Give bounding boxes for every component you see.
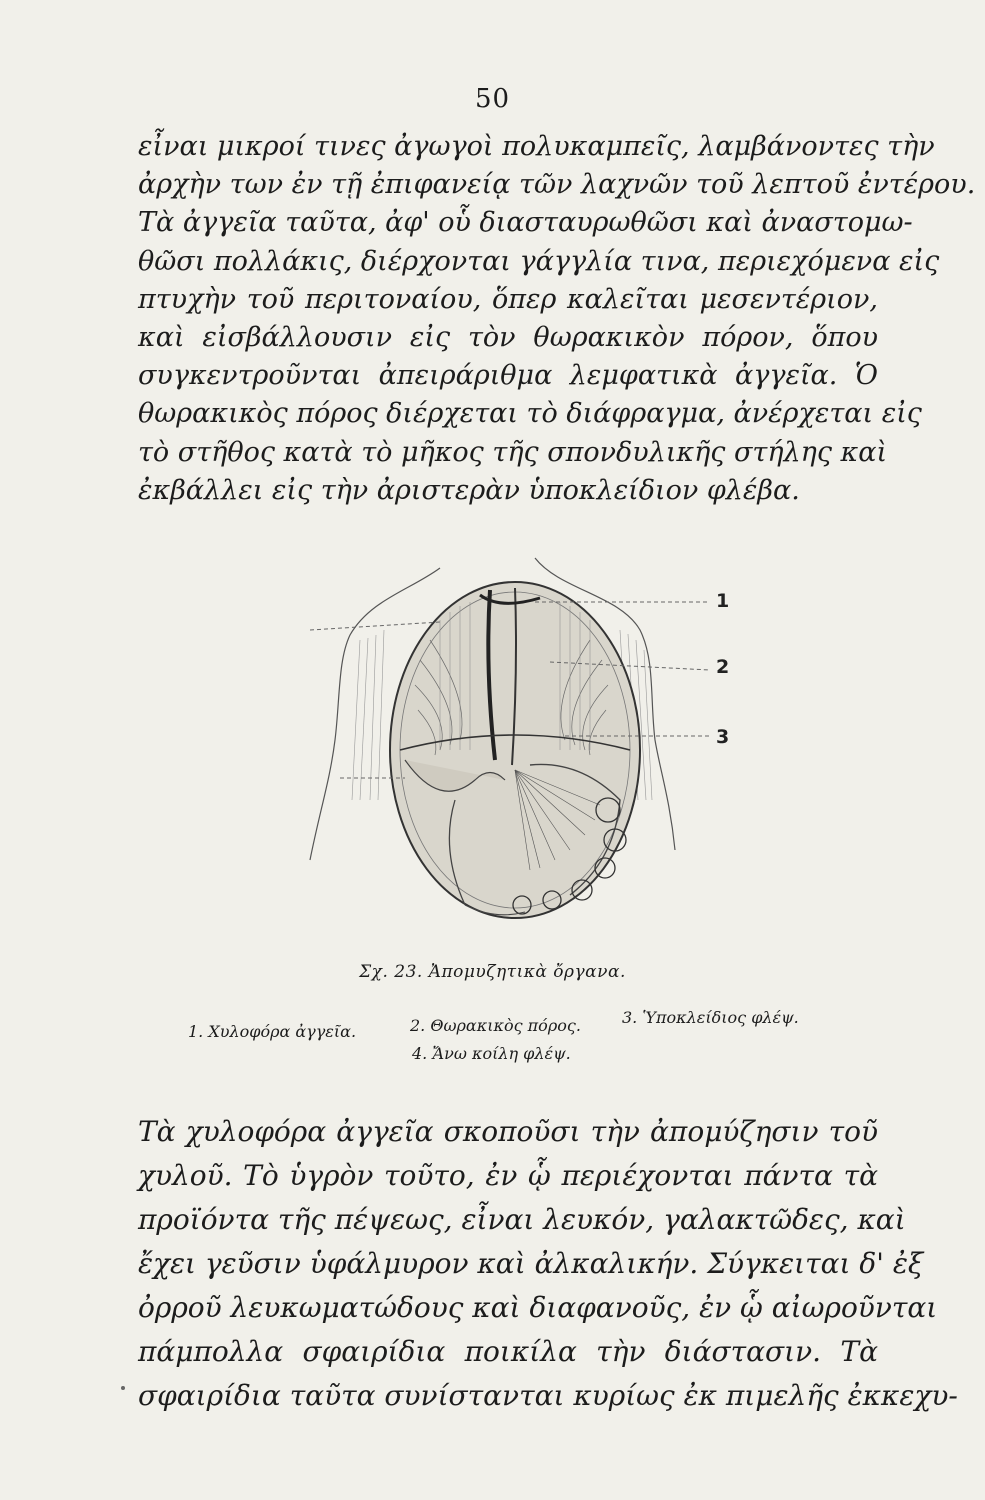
- text-line: ἀρχὴν των ἐν τῇ ἐπιφανείᾳ τῶν λαχνῶν τοῦ λεπτοῦ ἐντέρου.: [138, 169, 976, 201]
- text-line: ὀρροῦ λευκωματώδους καὶ διαφανοῦς, ἐν ᾧ αἰωροῦνται: [138, 1291, 938, 1324]
- text-line: πτυχὴν τοῦ περιτοναίου, ὅπερ καλεῖται μεσεντέριον,: [138, 283, 878, 315]
- text-line: συγκεντροῦνται ἀπειράριθμα λεμφατικὰ ἀγγεῖα. Ὁ: [138, 360, 878, 392]
- text-line: εἶναι μικροί τινες ἀγωγοὶ πολυκαμπεῖς, λαμβάνοντες τὴν: [138, 131, 935, 162]
- figure-caption: Σχ. 23. Ἀπομυζητικὰ ὄργανα.: [359, 962, 626, 982]
- text-line: τὸ στῆθος κατὰ τὸ μῆκος τῆς σπονδυλικῆς στήλης καὶ: [138, 436, 888, 468]
- text-line: θῶσι πολλάκις, διέρχονται γάγγλία τινα, περιεχόμενα εἰς: [138, 245, 940, 277]
- text-line: καὶ εἰσβάλλουσιν εἰς τὸν θωρακικὸν πόρον, ὅπου: [138, 322, 878, 354]
- callout-1: 1: [716, 590, 730, 612]
- text-line: ἐκβάλλει εἰς τὴν ἀριστερὰν ὑποκλείδιον φλέβα.: [138, 474, 800, 506]
- text-line: χυλοῦ. Τὸ ὑγρὸν τοῦτο, ἐν ᾧ περιέχονται πάντα τὰ: [138, 1159, 878, 1192]
- top-paragraph: [138, 128, 976, 510]
- text-line: σφαιρίδια ταῦτα συνίστανται κυρίως ἐκ πιμελῆς ἐκκεχυ-: [138, 1379, 958, 1412]
- text-line: πάμπολλα σφαιρίδια ποικίλα τὴν διάστασιν. Τὰ: [138, 1335, 878, 1368]
- text-line: θωρακικὸς πόρος διέρχεται τὸ διάφραγμα, ἀνέρχεται εἰς: [138, 398, 922, 430]
- text-line: προϊόντα τῆς πέψεως, εἶναι λευκόν, γαλακτῶδες, καὶ: [138, 1203, 906, 1236]
- legend-item-2: 2. Θωρακικὸς πόρος.: [410, 1016, 581, 1035]
- bottom-paragraph: [138, 1110, 958, 1418]
- callout-3: 3: [716, 726, 730, 748]
- legend-item-1: 1. Χυλοφόρα ἀγγεῖα.: [188, 1022, 357, 1041]
- text-line: ἔχει γεῦσιν ὑφάλμυρον καὶ ἀλκαλικήν. Σύγκειται δ' ἐξ: [138, 1247, 924, 1280]
- page-number: 50: [474, 84, 511, 114]
- text-line: Τὰ χυλοφόρα ἀγγεῖα σκοποῦσι τὴν ἀπομύζησιν τοῦ: [138, 1115, 878, 1148]
- anatomical-illustration: [290, 550, 750, 930]
- legend-item-4: 4. Ἄνω κοίλη φλέψ.: [412, 1044, 571, 1063]
- callout-2: 2: [716, 656, 730, 678]
- text-line: Τὰ ἀγγεῖα ταῦτα, ἀφ' οὗ διασταυρωθῶσι καὶ ἀναστομω-: [138, 207, 913, 239]
- ink-speck: [121, 1386, 125, 1390]
- legend-item-3: 3. Ὑποκλείδιος φλέψ.: [622, 1008, 799, 1027]
